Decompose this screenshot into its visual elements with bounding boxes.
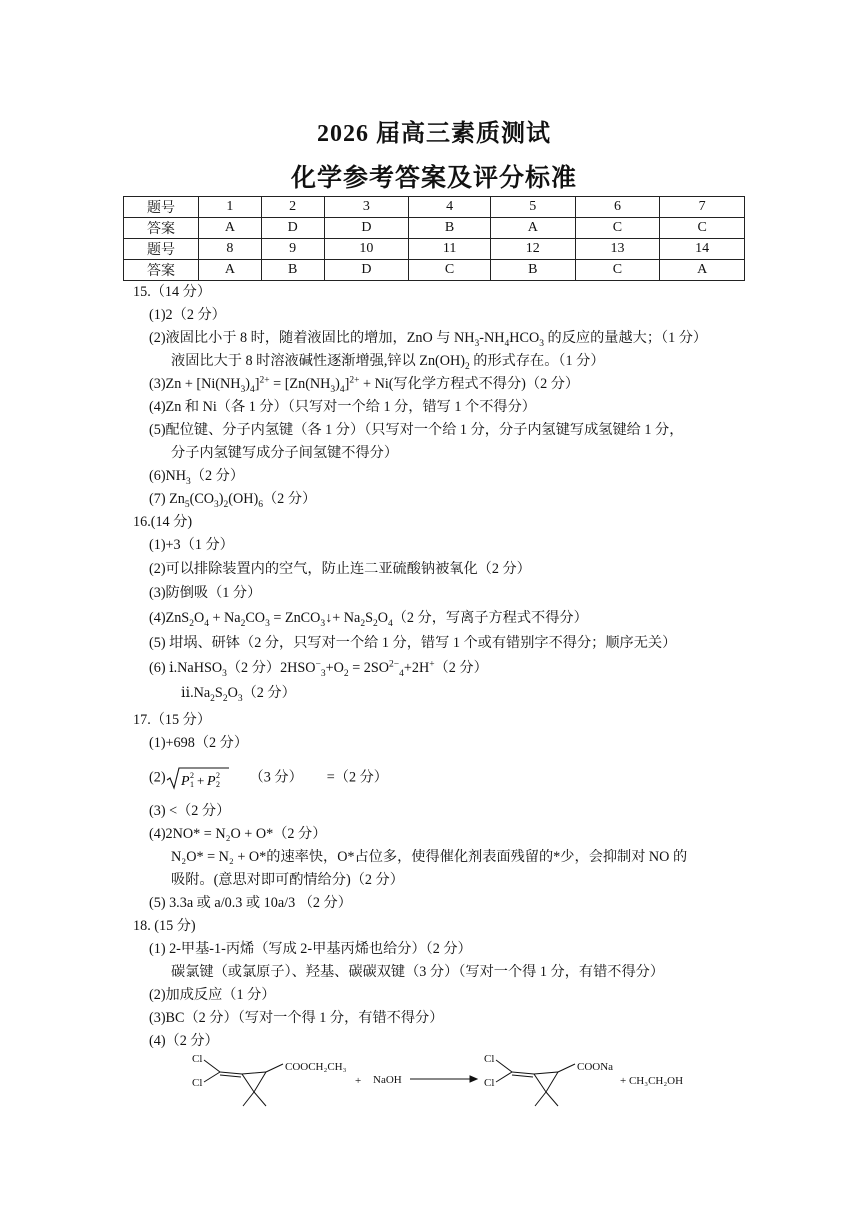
table-cell: 10 — [324, 239, 409, 260]
table-cell: A — [199, 218, 262, 239]
chlorine-label-2: Cl — [192, 1077, 203, 1089]
naoh-label: NaOH — [373, 1074, 402, 1086]
reaction-scheme — [180, 1046, 700, 1118]
q15-part1: (1)2（2 分） — [149, 307, 226, 323]
q17-part4a: (4)2NO* = N₂O + O*（2 分） — [149, 826, 327, 842]
table-cell: 6 — [575, 197, 660, 218]
q15-part5b: 分子内氢键写成分子间氢键不得分） — [171, 445, 399, 461]
table-cell: 5 — [490, 197, 575, 218]
table-cell: 2 — [261, 197, 324, 218]
q17-part2: (2) P 1 2 + P 2 2 （3 分） =（2 分） — [149, 766, 388, 790]
svg-text:2: 2 — [189, 771, 194, 780]
q15-part2b: 液固比大于 8 时溶液碱性逐渐增强,锌以 $Zn(OH)_2$ 的形式存在。（1 分） — [171, 353, 605, 372]
bond — [512, 1072, 534, 1074]
ethanol-product-label: + CH₃CH₂OH — [620, 1075, 684, 1087]
table-cell: 7 — [660, 197, 745, 218]
carboxylate-label: COONa — [577, 1061, 614, 1073]
svg-text:2: 2 — [215, 780, 220, 789]
svg-text:1: 1 — [189, 780, 194, 789]
q16-part3: (3)防倒吸（1 分） — [149, 585, 262, 601]
plus-sign: + — [355, 1075, 362, 1087]
q15-part6: $(6)NH_3(2$ 分） — [149, 468, 245, 487]
q18-part1a: (1) 2-甲基-1-丙烯（写成 2-甲基丙烯也给分）（2 分） — [149, 941, 472, 957]
table-cell: 题号 — [124, 197, 199, 218]
table-cell: C — [575, 218, 660, 239]
bond — [558, 1064, 575, 1072]
q15-part5a: (5)配位键、分子内氢键（各 1 分）（只写对一个给 1 分，分子内氢键写成氢键给 1 分， — [149, 422, 684, 438]
bond — [535, 1092, 546, 1106]
q18-part3: (3)BC（2 分）（写对一个得 1 分，有错不得分） — [149, 1010, 444, 1026]
bond — [220, 1072, 242, 1074]
q16-part6ii: $ⅱ.Na_2S_2O_3(2$ 分） — [181, 685, 296, 704]
table-cell: C — [660, 218, 745, 239]
table-cell: 1 — [199, 197, 262, 218]
q16-part2: (2)可以排除装置内的空气，防止连二亚硫酸钠被氧化（2 分） — [149, 561, 531, 577]
sqrt-expression — [166, 766, 230, 790]
cyclopropane-ring — [242, 1072, 266, 1092]
bond — [243, 1092, 254, 1106]
table-cell: B — [409, 218, 491, 239]
table-cell: D — [261, 218, 324, 239]
q17-part5: (5) 3.3a 或 a/0.3 或 10a/3 （2 分） — [149, 895, 352, 911]
table-cell: 9 — [261, 239, 324, 260]
q17-part1: (1)+698（2 分） — [149, 735, 249, 751]
table-cell: A — [660, 260, 745, 281]
bond — [546, 1092, 558, 1106]
q16-part6i: (6) ⅰ.NaHSO$_3$（2 分）$2HSO^-_3+O_2 = 2SO^{2-}_4+2H^+(2$ 分） — [149, 659, 488, 679]
bond — [496, 1060, 512, 1072]
arrow-head — [470, 1076, 477, 1082]
bond — [220, 1075, 241, 1077]
q16-part4: $(4)ZnS_2O_4 + Na_2CO_3$ = ZnCO$_3$↓+ $Na_2S_2O_4(2$ 分，写离子方程式不得分） — [149, 610, 588, 629]
page-subtitle: 化学参考答案及评分标准 — [290, 163, 577, 192]
svg-text:+: + — [196, 773, 204, 788]
chlorine-label-4: Cl — [484, 1077, 495, 1089]
q15-part7: (7) $Zn_5(CO_3)_2(OH)_6(2$ 分） — [149, 491, 317, 510]
q15-part4: (4)Zn 和 Ni（各 1 分）（只写对一个给 1 分，错写 1 个不得分） — [149, 399, 536, 415]
q17-part4b: N₂O* = N₂ + O*的速率快，O*占位多，使得催化剂表面残留的*少，会抑制对 NO 的 — [171, 849, 688, 865]
table-cell: D — [324, 218, 409, 239]
table-row — [124, 260, 745, 281]
bond — [496, 1072, 512, 1082]
table-cell: 14 — [660, 239, 745, 260]
table-cell: 11 — [409, 239, 491, 260]
page-title: 2026 届高三素质测试 — [317, 121, 551, 147]
svg-text:P: P — [206, 774, 216, 789]
table-row — [124, 239, 745, 260]
table-row — [124, 218, 745, 239]
q15-part3: $(3)Zn + [Ni(NH_3)_4]^{2+} = [Zn(NH_3)_4]^{2+} + Ni$(写化学方程式不得分)（2 分） — [149, 375, 580, 395]
svg-text:2: 2 — [215, 771, 220, 780]
table-cell: 3 — [324, 197, 409, 218]
table-cell: 12 — [490, 239, 575, 260]
table-cell: 8 — [199, 239, 262, 260]
answer-table — [123, 196, 745, 281]
table-cell: 4 — [409, 197, 491, 218]
table-cell: B — [261, 260, 324, 281]
chlorine-label-3: Cl — [484, 1053, 495, 1065]
q15-part2a: (2)液固比小于 8 时，随着液固比的增加，ZnO 与 $NH_3-NH_4HCO_3$ 的反应的量越大；（1 分） — [149, 330, 708, 349]
table-cell: B — [490, 260, 575, 281]
q17-heading: 17.（15 分） — [133, 712, 212, 728]
table-row — [124, 197, 745, 218]
table-cell: A — [490, 218, 575, 239]
bond — [204, 1060, 220, 1072]
bond — [266, 1064, 283, 1072]
q16-part5: (5) 坩埚、研钵（2 分，只写对一个给 1 分，错写 1 个或有错别字不得分；顺序无关） — [149, 635, 677, 651]
table-cell: C — [409, 260, 491, 281]
q18-part2: (2)加成反应（1 分） — [149, 987, 276, 1003]
table-cell: A — [199, 260, 262, 281]
q18-part4: (4)（2 分） — [149, 1033, 219, 1049]
chlorine-label-1: Cl — [192, 1053, 203, 1065]
bond — [254, 1092, 266, 1106]
q16-heading: 16.(14 分) — [133, 514, 193, 530]
bond — [512, 1075, 533, 1077]
table-cell: D — [324, 260, 409, 281]
q17-part4c: 吸附。(意思对即可酌情给分)（2 分） — [171, 872, 404, 888]
q17-part3: (3) <（2 分） — [149, 803, 231, 819]
cyclopropane-ring — [534, 1072, 558, 1092]
table-cell: 答案 — [124, 260, 199, 281]
table-cell: 题号 — [124, 239, 199, 260]
bond — [204, 1072, 220, 1082]
table-cell: 答案 — [124, 218, 199, 239]
q18-part1b: 碳氯键（或氯原子）、羟基、碳碳双键（3 分）（写对一个得 1 分，有错不得分） — [171, 964, 665, 980]
q18-heading: 18. (15 分) — [133, 918, 196, 934]
svg-text:P: P — [180, 774, 190, 789]
table-cell: 13 — [575, 239, 660, 260]
q15-heading: 15.（14 分） — [133, 284, 212, 300]
q16-part1: (1)+3（1 分） — [149, 537, 234, 553]
ester-group-label: COOCH₂CH₃ — [285, 1061, 347, 1073]
table-cell: C — [575, 260, 660, 281]
